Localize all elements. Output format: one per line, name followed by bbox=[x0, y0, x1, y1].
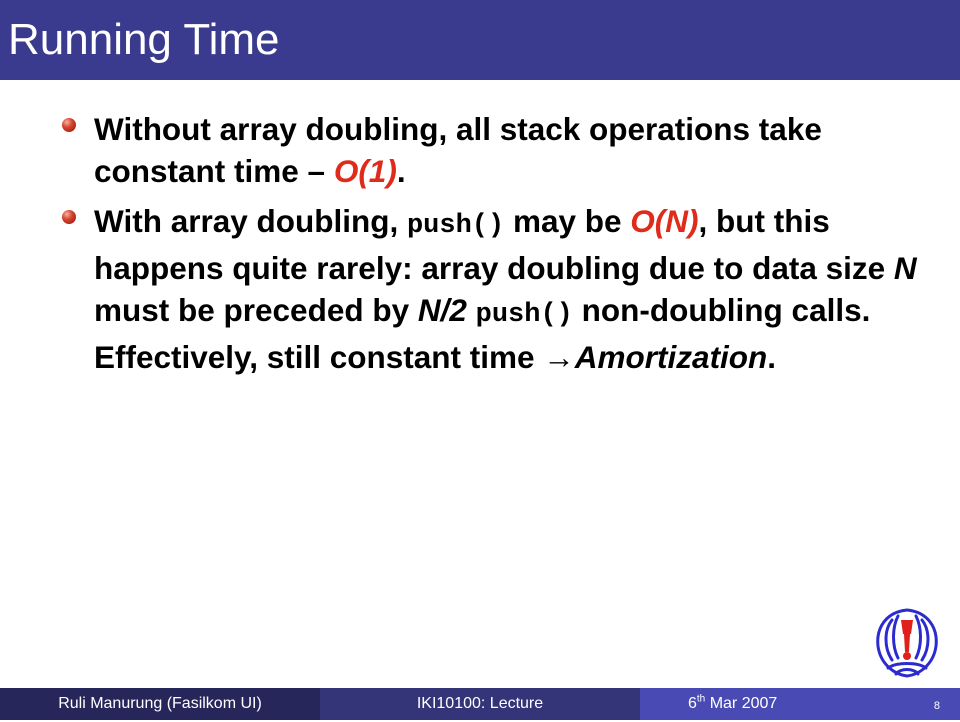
bullet-text: must be preceded by bbox=[94, 292, 418, 328]
bullet-text: may be bbox=[504, 203, 631, 239]
title-bar bbox=[0, 0, 960, 80]
bullet-text: non-doubling calls. Effectively, still constant time bbox=[94, 292, 871, 375]
italic-text: N/2 bbox=[417, 292, 467, 328]
date-rest: Mar 2007 bbox=[705, 695, 778, 712]
slide-content bbox=[62, 108, 932, 386]
bullet-text: . bbox=[396, 153, 406, 189]
emphasis-text: O(N) bbox=[630, 203, 699, 239]
bullet-text bbox=[467, 292, 476, 328]
bullet-text: Without array doubling, all stack operations take constant time – bbox=[94, 111, 822, 189]
bullet-text: With array doubling, bbox=[94, 203, 407, 239]
date-suffix: th bbox=[696, 693, 706, 705]
italic-text: N bbox=[893, 250, 917, 286]
date-day: 6 bbox=[688, 695, 697, 712]
emphasis-text: O(1) bbox=[333, 153, 397, 189]
bullet-item bbox=[62, 108, 932, 192]
bullet-text: , but this happens quite rarely: array doubling due to data size bbox=[94, 203, 894, 286]
footer-author-text: Ruli Manurung (Fasilkom UI) bbox=[58, 695, 262, 712]
footer-course-text: IKI10100: Lecture bbox=[416, 695, 544, 712]
university-logo-icon bbox=[868, 604, 946, 682]
italic-text: Amortization bbox=[574, 339, 768, 375]
bullet-icon bbox=[62, 118, 76, 132]
bullet-text: . bbox=[767, 339, 777, 375]
page-number: 8 bbox=[933, 700, 940, 712]
footer-date-text bbox=[688, 688, 777, 720]
code-text: push() bbox=[475, 300, 573, 330]
bullet-icon bbox=[62, 210, 76, 224]
footer-bar bbox=[0, 688, 960, 720]
arrow-icon: → bbox=[543, 339, 575, 375]
slide-title: Running Time bbox=[8, 15, 280, 64]
footer-date bbox=[640, 688, 960, 720]
code-text: push() bbox=[406, 211, 505, 241]
bullet-item bbox=[62, 200, 932, 378]
footer-author bbox=[0, 688, 320, 720]
footer-course bbox=[320, 688, 640, 720]
